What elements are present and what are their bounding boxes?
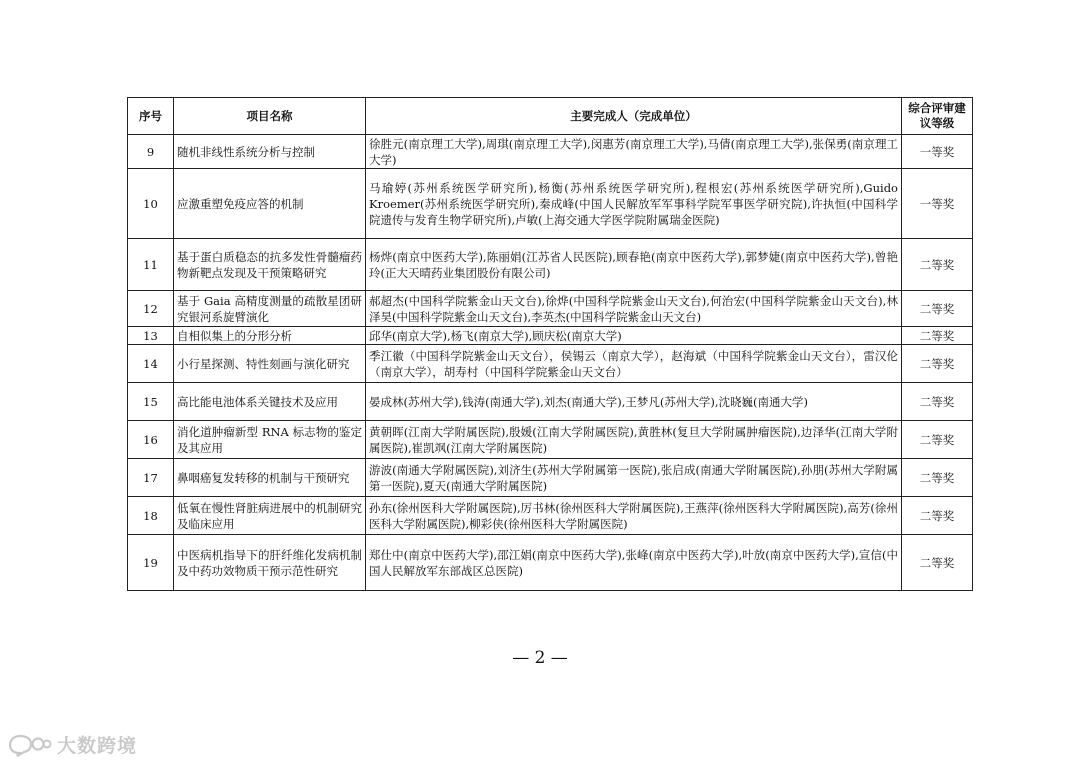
table-row [128,327,973,345]
cell-project-name: 小行星探测、特性刻画与演化研究 [174,345,366,383]
cell-serial-number: 15 [128,383,174,421]
header-main-contributors: 主要完成人（完成单位） [366,98,902,135]
table-row [128,291,973,327]
cell-main-contributors: 邱华(南京大学),杨飞(南京大学),顾庆松(南京大学) [366,327,902,345]
table-row [128,497,973,535]
table-row [128,535,973,591]
cell-recommended-grade: 二等奖 [902,421,973,459]
cell-main-contributors: 黄朝晖(江南大学附属医院),殷媛(江南大学附属医院),黄胜林(复旦大学附属肿瘤医院),边泽华(江南大学附属医院),崔凯飒(江南大学附属医院) [366,421,902,459]
cell-recommended-grade: 二等奖 [902,459,973,497]
cell-serial-number: 9 [128,135,174,169]
cell-project-name: 低氧在慢性肾脏病进展中的机制研究及临床应用 [174,497,366,535]
table-header-row [128,98,973,135]
cell-main-contributors: 季江徽（中国科学院紫金山天文台），侯锡云（南京大学），赵海斌（中国科学院紫金山天文台），雷汉伦（南京大学），胡寿村（中国科学院紫金山天文台） [366,345,902,383]
cell-main-contributors: 郝超杰(中国科学院紫金山天文台),徐烨(中国科学院紫金山天文台),何治宏(中国科学院紫金山天文台),林泽昊(中国科学院紫金山天文台),李英杰(中国科学院紫金山天文台) [366,291,902,327]
cell-serial-number: 13 [128,327,174,345]
table-row [128,239,973,291]
cell-project-name: 高比能电池体系关键技术及应用 [174,383,366,421]
cell-main-contributors: 徐胜元(南京理工大学),周琪(南京理工大学),闵惠芳(南京理工大学),马倩(南京理工大学),张保勇(南京理工大学) [366,135,902,169]
cell-recommended-grade: 一等奖 [902,169,973,239]
cell-serial-number: 17 [128,459,174,497]
cell-main-contributors: 游波(南通大学附属医院),刘济生(苏州大学附属第一医院),张启成(南通大学附属医院),孙朋(苏州大学附属第一医院),夏天(南通大学附属医院) [366,459,902,497]
header-recommended-grade: 综合评审建议等级 [902,98,973,135]
cell-recommended-grade: 二等奖 [902,383,973,421]
cell-project-name: 随机非线性系统分析与控制 [174,135,366,169]
cell-recommended-grade: 二等奖 [902,239,973,291]
awards-table [127,97,973,591]
cell-project-name: 基于蛋白质稳态的抗多发性骨髓瘤药物新靶点发现及干预策略研究 [174,239,366,291]
cell-serial-number: 18 [128,497,174,535]
table-row [128,383,973,421]
cell-main-contributors: 杨烨(南京中医药大学),陈丽娟(江苏省人民医院),顾春艳(南京中医药大学),郭梦婕(南京中医药大学),曾艳玲(正大天晴药业集团股份有限公司) [366,239,902,291]
cell-serial-number: 11 [128,239,174,291]
cell-project-name: 应激重塑免疫应答的机制 [174,169,366,239]
cell-serial-number: 14 [128,345,174,383]
header-project-name: 项目名称 [174,98,366,135]
cell-project-name: 基于 Gaia 高精度测量的疏散星团研究银河系旋臂演化 [174,291,366,327]
table-row [128,345,973,383]
header-serial-number: 序号 [128,98,174,135]
table-row [128,421,973,459]
cell-main-contributors: 晏成林(苏州大学),钱涛(南通大学),刘杰(南通大学),王梦凡(苏州大学),沈晓巍(南通大学) [366,383,902,421]
cell-recommended-grade: 二等奖 [902,535,973,591]
cell-project-name: 鼻咽癌复发转移的机制与干预研究 [174,459,366,497]
cell-serial-number: 10 [128,169,174,239]
cell-main-contributors: 马瑜婷(苏州系统医学研究所),杨衡(苏州系统医学研究所),程根宏(苏州系统医学研究所),Guido Kroemer(苏州系统医学研究所),秦成峰(中国人民解放军军事科学院军事医学研究院),许执恒(中国科学院遗传与发育生物学研究所),卢敏(上海交通大学医学院附属瑞金医院) [366,169,902,239]
cell-recommended-grade: 二等奖 [902,291,973,327]
cell-main-contributors: 郑仕中(南京中医药大学),邵江娟(南京中医药大学),张峰(南京中医药大学),叶放(南京中医药大学),宣信(中国人民解放军东部战区总医院) [366,535,902,591]
table-row [128,135,973,169]
cell-serial-number: 16 [128,421,174,459]
cell-serial-number: 19 [128,535,174,591]
logo-bubble-icon [8,733,52,757]
cell-serial-number: 12 [128,291,174,327]
cell-recommended-grade: 二等奖 [902,497,973,535]
cell-main-contributors: 孙东(徐州医科大学附属医院),厉书林(徐州医科大学附属医院),王燕萍(徐州医科大学附属医院),高芳(徐州医科大学附属医院),柳彩侠(徐州医科大学附属医院) [366,497,902,535]
cell-project-name: 中医病机指导下的肝纤维化发病机制及中药功效物质干预示范性研究 [174,535,366,591]
cell-recommended-grade: 一等奖 [902,135,973,169]
table-row [128,459,973,497]
cell-project-name: 自相似集上的分形分析 [174,327,366,345]
watermark-text: 大数跨境 [57,735,138,757]
table-row [128,169,973,239]
cell-recommended-grade: 二等奖 [902,327,973,345]
watermark [8,731,137,758]
cell-recommended-grade: 二等奖 [902,345,973,383]
cell-project-name: 消化道肿瘤新型 RNA 标志物的鉴定及其应用 [174,421,366,459]
page-number: — 2 — [512,648,568,668]
